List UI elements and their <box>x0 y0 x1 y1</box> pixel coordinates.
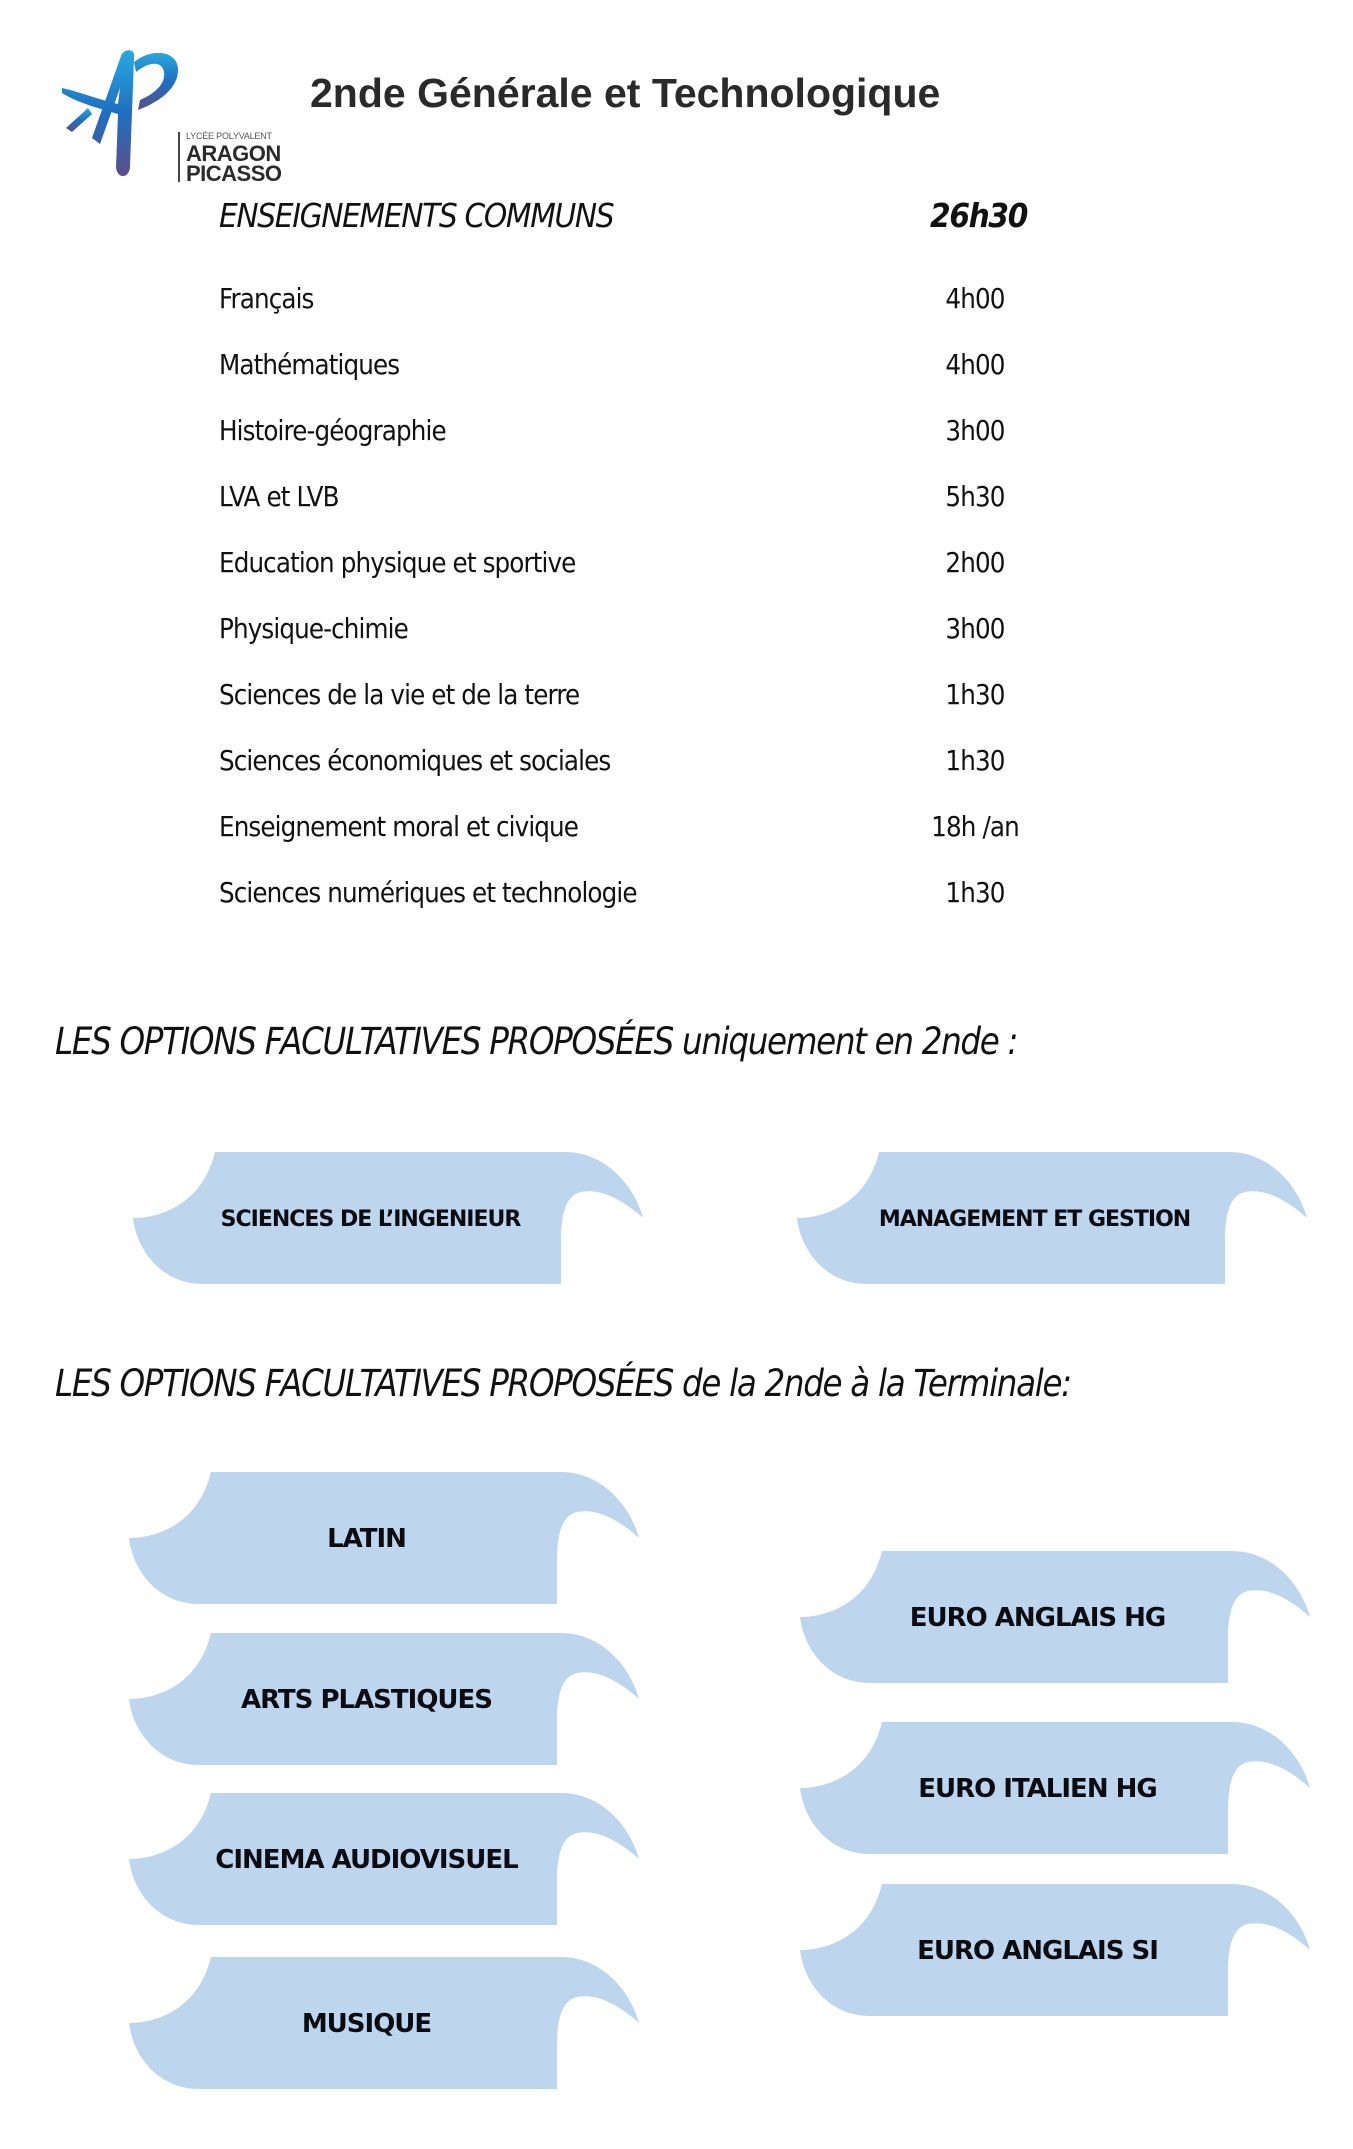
table-row <box>219 480 1069 520</box>
subject-name: Physique-chimie <box>219 612 408 645</box>
subject-name: Sciences de la vie et de la terre <box>219 678 580 711</box>
option-label: SCIENCES DE L’INGENIEUR <box>220 1206 521 1232</box>
subject-hours: 2h00 <box>945 546 1005 579</box>
logo-line-picasso: PICASSO <box>186 161 282 186</box>
option-card[interactable] <box>129 1957 649 2091</box>
logo-line-aragon: ARAGON <box>186 141 281 166</box>
options-all-years-heading: LES OPTIONS FACULTATIVES PROPOSÉES de la 2nde à la Terminale: <box>55 1362 1071 1405</box>
option-card[interactable] <box>797 1152 1317 1286</box>
option-card[interactable] <box>129 1633 649 1767</box>
option-label: MUSIQUE <box>301 2009 432 2039</box>
option-card[interactable] <box>800 1884 1320 2018</box>
subject-name: Histoire-géographie <box>219 414 446 447</box>
option-card[interactable] <box>129 1472 649 1606</box>
subject-hours: 1h30 <box>945 744 1005 777</box>
logo-ap-mark-icon <box>58 48 188 183</box>
table-row <box>219 678 1069 718</box>
common-teachings-total: 26h30 <box>930 196 1028 235</box>
option-card[interactable] <box>800 1551 1320 1685</box>
option-card[interactable] <box>129 1793 649 1927</box>
subject-name: LVA et LVB <box>219 480 339 513</box>
option-label: LATIN <box>327 1524 406 1554</box>
subject-hours: 3h00 <box>945 414 1005 447</box>
subject-hours: 4h00 <box>945 282 1005 315</box>
logo-subtitle: LYCÉE POLYVALENT <box>186 131 272 141</box>
subject-hours: 4h00 <box>945 348 1005 381</box>
table-row <box>219 876 1069 916</box>
subject-name: Sciences numériques et technologie <box>219 876 637 909</box>
subject-hours: 1h30 <box>945 678 1005 711</box>
options-2nde-heading: LES OPTIONS FACULTATIVES PROPOSÉES uniquement en 2nde : <box>55 1020 1018 1063</box>
subject-hours: 1h30 <box>945 876 1005 909</box>
subject-name: Sciences économiques et sociales <box>219 744 611 777</box>
option-card[interactable] <box>133 1152 653 1286</box>
table-row <box>219 282 1069 322</box>
school-logo <box>58 48 288 186</box>
common-teachings-heading: ENSEIGNEMENTS COMMUNS <box>219 196 614 235</box>
subject-name: Mathématiques <box>219 348 400 381</box>
option-label: CINEMA AUDIOVISUEL <box>215 1845 518 1875</box>
table-row <box>219 414 1069 454</box>
subject-hours: 3h00 <box>945 612 1005 645</box>
subject-name: Enseignement moral et civique <box>219 810 579 843</box>
subject-name: Français <box>219 282 314 315</box>
table-row <box>219 744 1069 784</box>
option-label: ARTS PLASTIQUES <box>240 1685 493 1715</box>
table-row <box>219 810 1069 850</box>
option-label: EURO ITALIEN HG <box>918 1774 1157 1804</box>
table-row <box>219 546 1069 586</box>
table-row <box>219 348 1069 388</box>
table-row <box>219 612 1069 652</box>
page-title: 2nde Générale et Technologique <box>310 70 941 116</box>
subject-hours: 18h /an <box>931 810 1019 843</box>
subject-hours: 5h30 <box>945 480 1005 513</box>
option-label: MANAGEMENT ET GESTION <box>878 1206 1191 1232</box>
option-label: EURO ANGLAIS SI <box>917 1936 1158 1966</box>
logo-divider <box>178 132 180 182</box>
subject-name: Education physique et sportive <box>219 546 576 579</box>
option-label: EURO ANGLAIS HG <box>909 1603 1166 1633</box>
option-card[interactable] <box>800 1722 1320 1856</box>
